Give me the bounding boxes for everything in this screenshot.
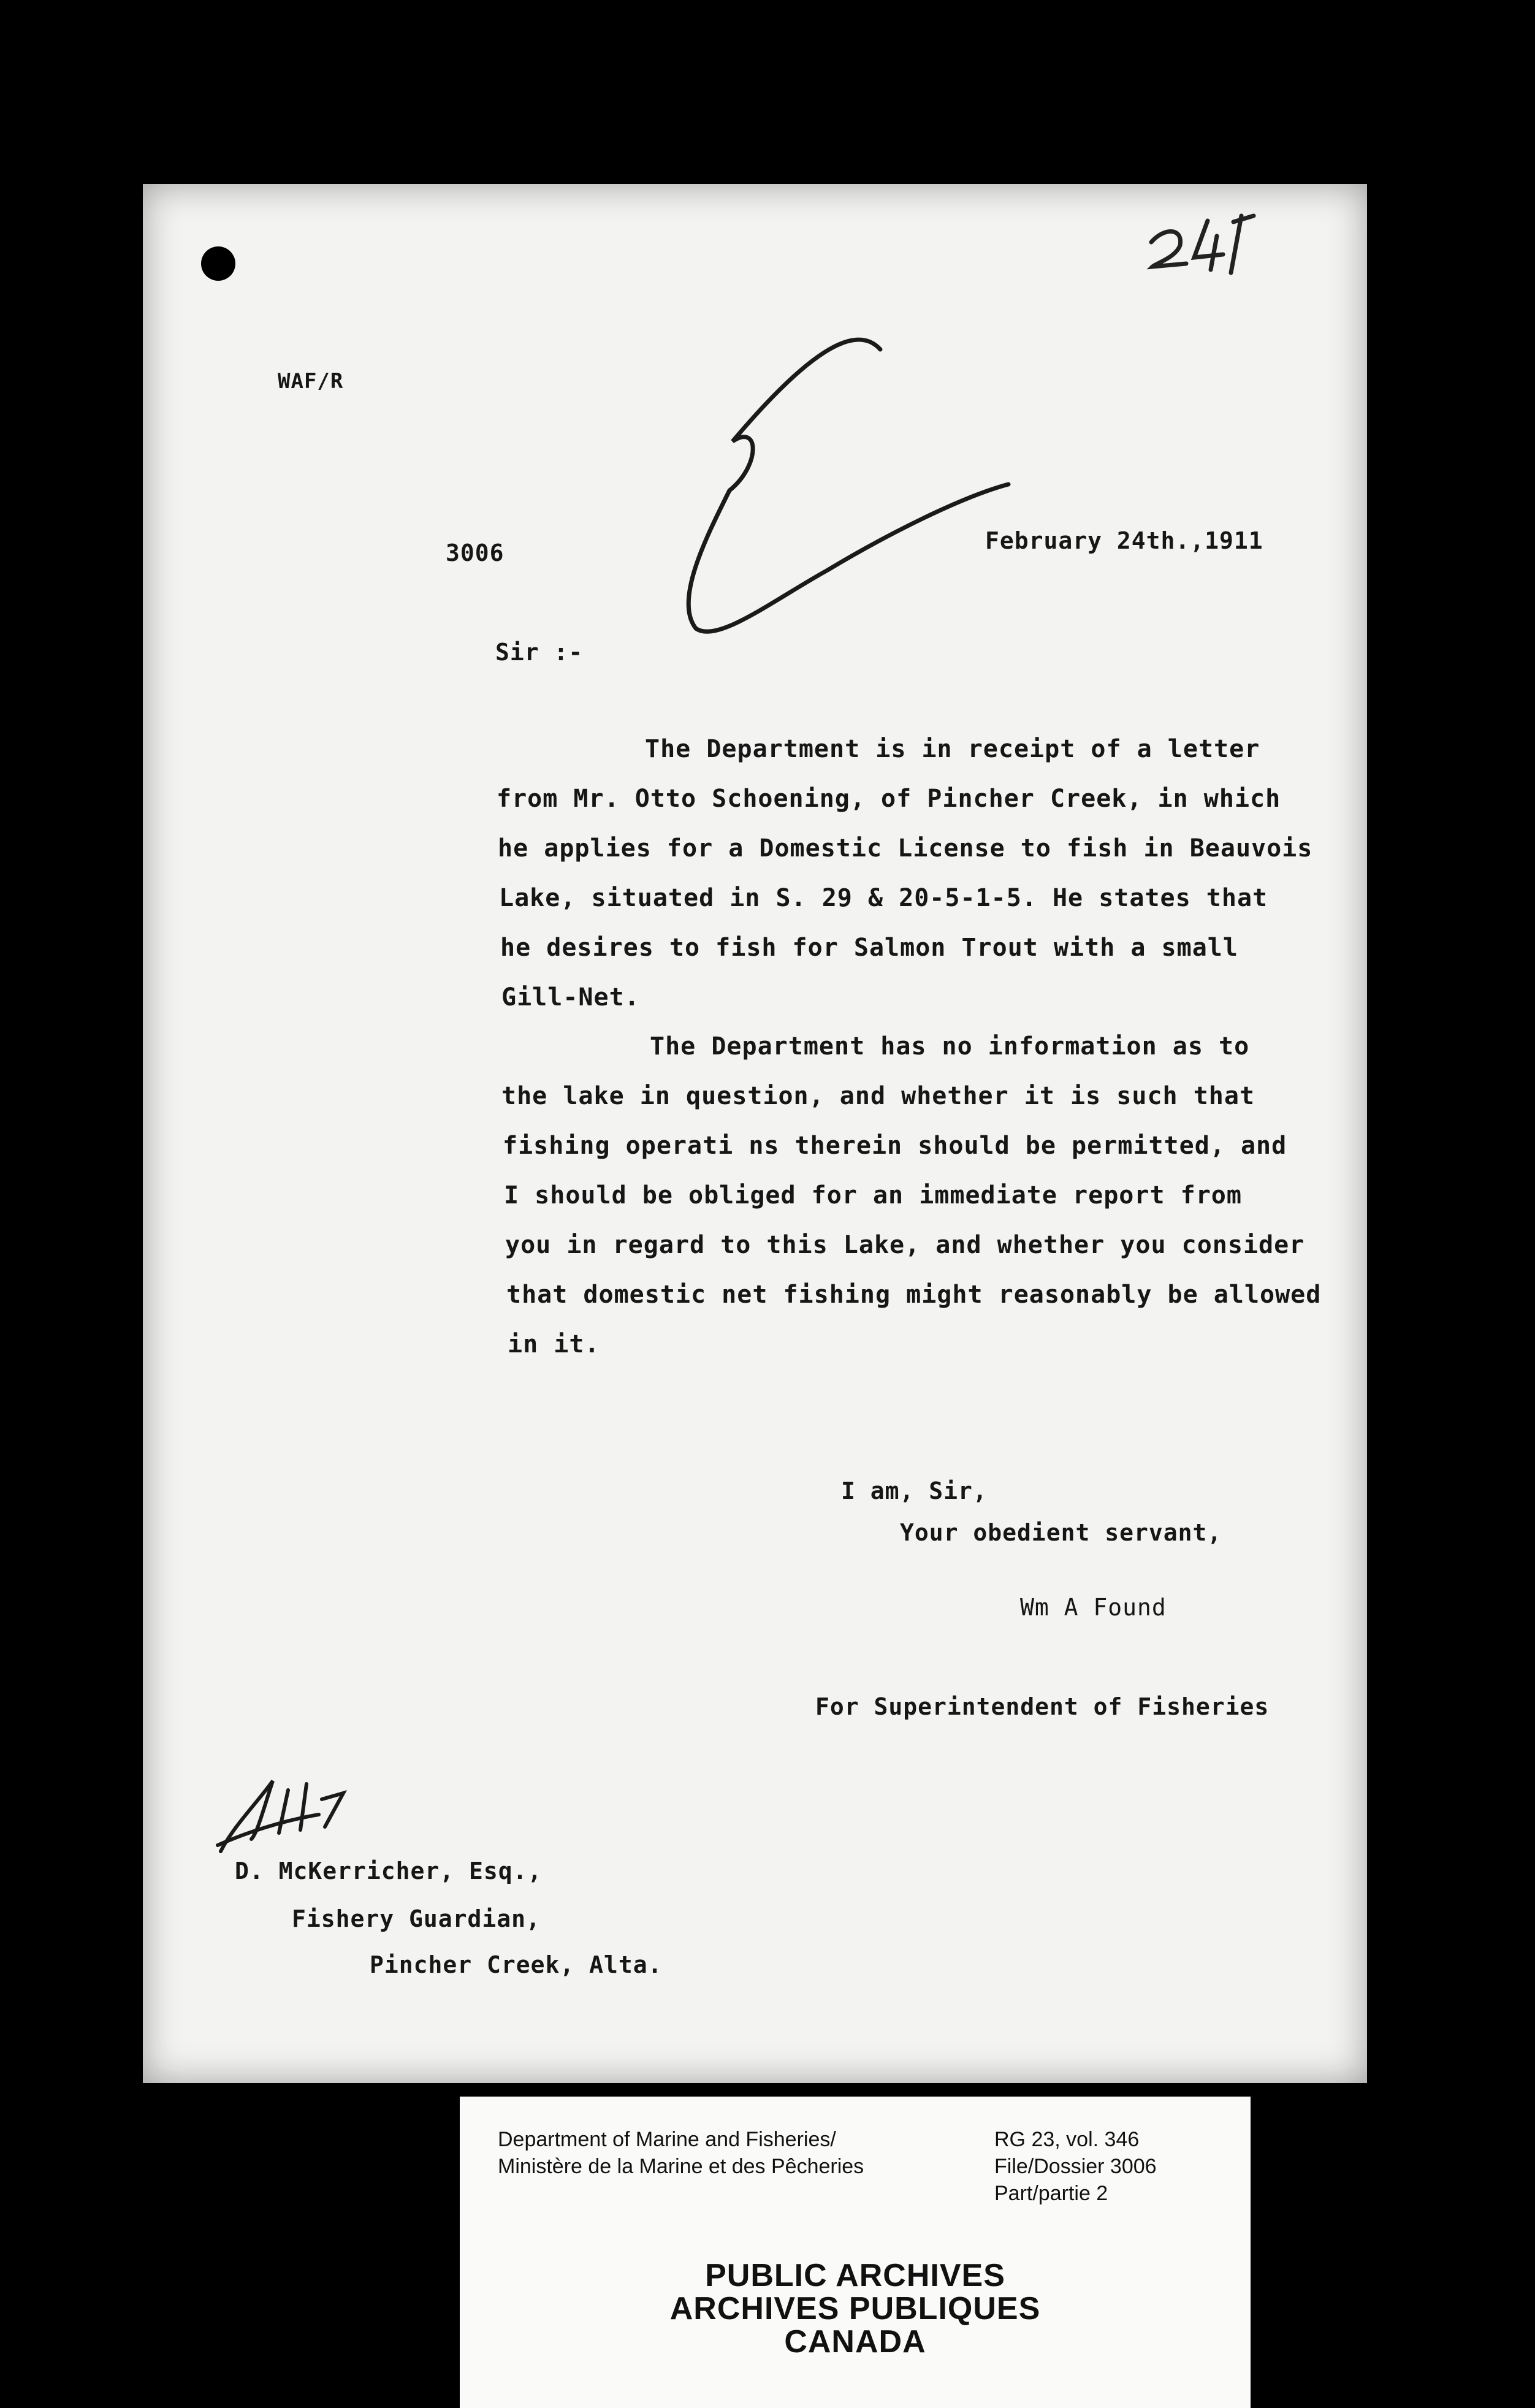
stamp-line: ARCHIVES PUBLIQUES: [669, 2291, 1041, 2326]
record-reference: [994, 2126, 1157, 2207]
body-line: he applies for a Domestic License to fish in Beauvois: [498, 834, 1313, 863]
department-names: [498, 2126, 864, 2180]
record-group: RG 23, vol. 346: [994, 2128, 1140, 2151]
initials: WAF/R: [278, 369, 344, 394]
body-line: The Department is in receipt of a letter: [645, 735, 1260, 763]
body-line: that domestic net fishing might reasonably be allowed: [506, 1281, 1322, 1309]
archive-label: [460, 2097, 1251, 2408]
body-line: fishing operati ns therein should be permitted, and: [503, 1132, 1287, 1160]
recipient-title: Fishery Guardian,: [292, 1905, 541, 1932]
body-line: in it.: [508, 1330, 600, 1358]
recipient-address: Pincher Creek, Alta.: [370, 1951, 663, 1978]
stamp-line: PUBLIC ARCHIVES: [705, 2258, 1005, 2293]
body-line: I should be obliged for an immediate report from: [504, 1181, 1242, 1210]
handwritten-page-number: [1151, 216, 1254, 273]
recipient-name: D. McKerricher, Esq.,: [235, 1857, 543, 1884]
part-reference: Part/partie 2: [994, 2182, 1108, 2205]
file-number: 3006: [446, 539, 505, 566]
archives-stamp: [460, 2259, 1251, 2358]
handwritten-loop-mark: [688, 340, 1008, 631]
signature-title: For Superintendent of Fisheries: [815, 1693, 1270, 1720]
closing-line: I am, Sir,: [841, 1477, 988, 1504]
body-line: from Mr. Otto Schoening, of Pincher Creek, in which: [497, 785, 1281, 813]
file-reference: File/Dossier 3006: [994, 2155, 1157, 2178]
body-line: the lake in question, and whether it is such that: [501, 1082, 1255, 1110]
signature: Wm A Found: [1020, 1594, 1167, 1621]
letter-date: February 24th.,1911: [985, 527, 1263, 554]
body-line: Gill-Net.: [501, 983, 640, 1012]
salutation: Sir :-: [495, 639, 584, 666]
handwritten-initials: [218, 1781, 343, 1851]
department-en: Department of Marine and Fisheries/: [498, 2128, 836, 2151]
body-line: he desires to fish for Salmon Trout with a small: [500, 934, 1238, 962]
body-line: Lake, situated in S. 29 & 20-5-1-5. He states that: [499, 884, 1268, 912]
closing-line: Your obedient servant,: [900, 1519, 1222, 1546]
body-line: The Department has no information as to: [650, 1032, 1250, 1061]
stamp-line: CANADA: [784, 2324, 926, 2360]
department-fr: Ministère de la Marine et des Pêcheries: [498, 2155, 864, 2178]
body-line: you in regard to this Lake, and whether you consider: [505, 1231, 1305, 1259]
